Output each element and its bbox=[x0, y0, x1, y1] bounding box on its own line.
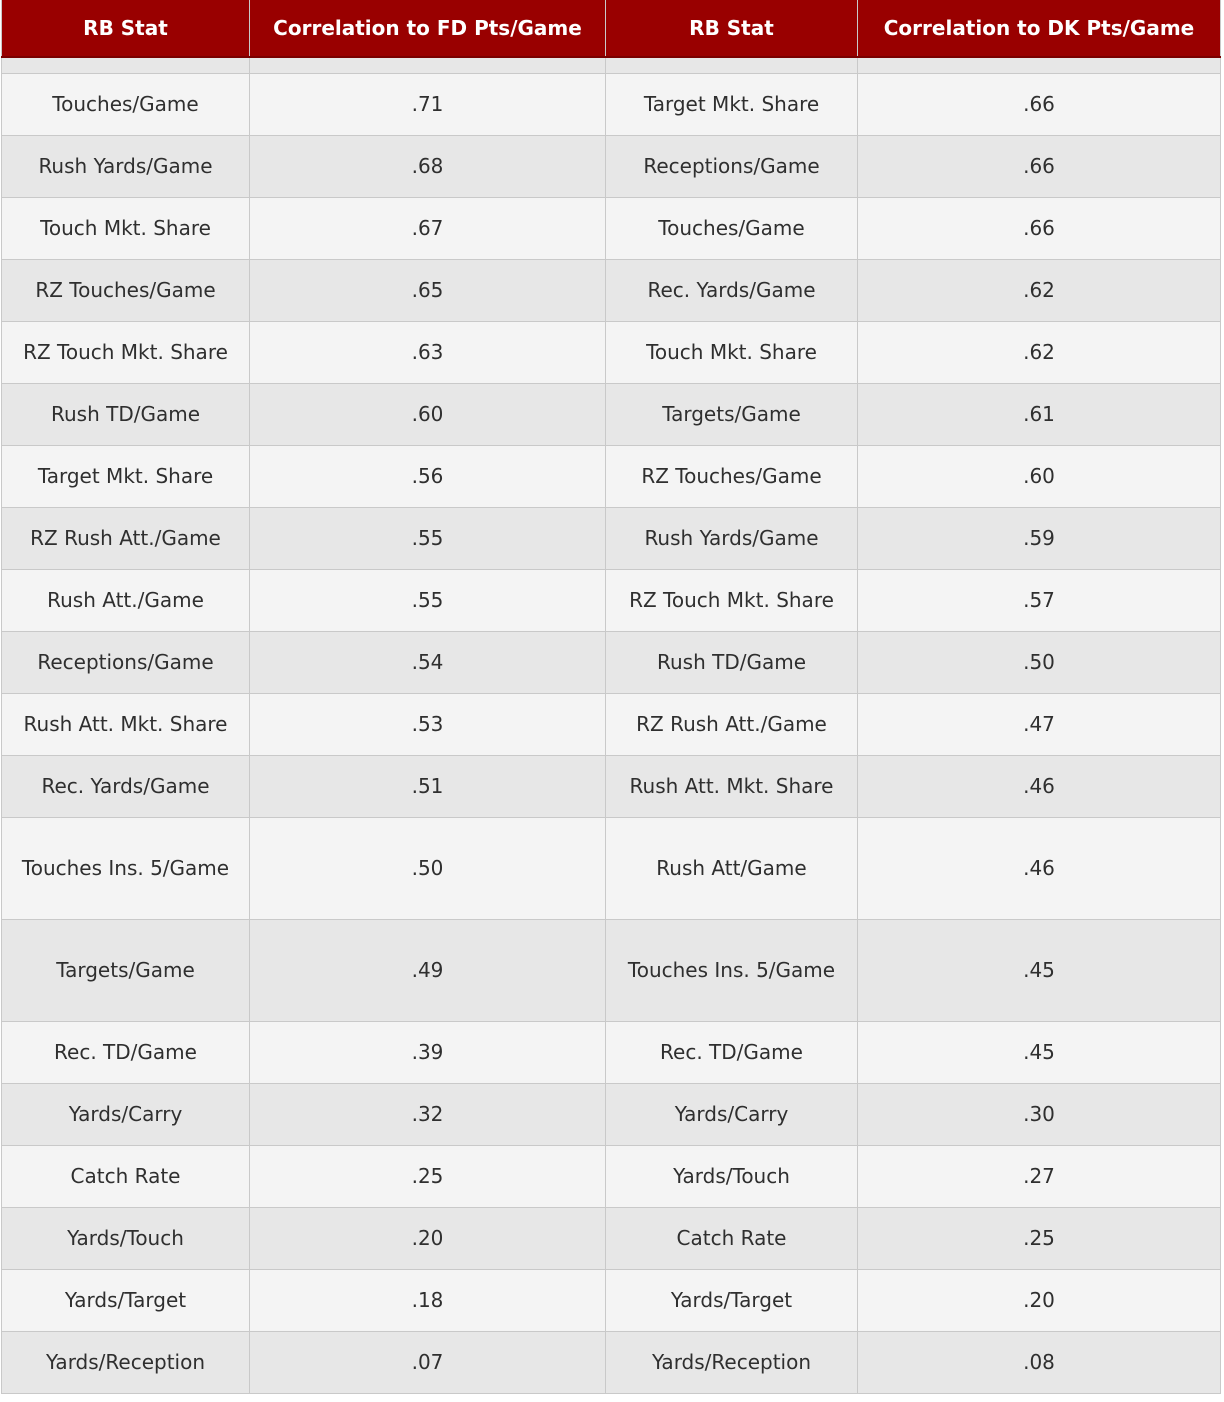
dk-correlation-cell: .20 bbox=[858, 1270, 1221, 1332]
dk-stat-cell: Touches/Game bbox=[606, 198, 858, 260]
fd-correlation-cell: .63 bbox=[250, 322, 606, 384]
fd-correlation-cell: .67 bbox=[250, 198, 606, 260]
fd-stat-cell: RZ Rush Att./Game bbox=[2, 508, 250, 570]
fd-stat-cell: Rec. TD/Game bbox=[2, 1022, 250, 1084]
dk-stat-cell: Rush Att. Mkt. Share bbox=[606, 756, 858, 818]
fd-stat-cell: Rush Yards/Game bbox=[2, 136, 250, 198]
dk-stat-cell: Rush Att/Game bbox=[606, 818, 858, 920]
dk-correlation-cell: .66 bbox=[858, 74, 1221, 136]
dk-correlation-cell: .62 bbox=[858, 322, 1221, 384]
dk-correlation-cell: .30 bbox=[858, 1084, 1221, 1146]
table-row bbox=[2, 322, 1221, 384]
fd-stat-cell: Yards/Carry bbox=[2, 1084, 250, 1146]
table-row bbox=[2, 756, 1221, 818]
table-row bbox=[2, 920, 1221, 1022]
table-row bbox=[2, 570, 1221, 632]
fd-stat-cell: Touch Mkt. Share bbox=[2, 198, 250, 260]
dk-correlation-cell: .46 bbox=[858, 756, 1221, 818]
fd-stat-cell: Target Mkt. Share bbox=[2, 446, 250, 508]
dk-stat-cell: RZ Touches/Game bbox=[606, 446, 858, 508]
table-row bbox=[2, 1022, 1221, 1084]
table-row bbox=[2, 260, 1221, 322]
fd-stat-cell: Yards/Target bbox=[2, 1270, 250, 1332]
fd-stat-cell: RZ Touch Mkt. Share bbox=[2, 322, 250, 384]
table-row bbox=[2, 694, 1221, 756]
fd-correlation-cell: .53 bbox=[250, 694, 606, 756]
table-row bbox=[2, 508, 1221, 570]
dk-stat-cell: Rec. Yards/Game bbox=[606, 260, 858, 322]
fd-stat-cell: Rec. Yards/Game bbox=[2, 756, 250, 818]
header-row bbox=[2, 0, 1221, 57]
header-rb-stat-fd: RB Stat bbox=[2, 0, 250, 57]
table-row bbox=[2, 1208, 1221, 1270]
dk-stat-cell: Yards/Touch bbox=[606, 1146, 858, 1208]
dk-stat-cell: Touch Mkt. Share bbox=[606, 322, 858, 384]
table-row bbox=[2, 74, 1221, 136]
fd-correlation-cell: .65 bbox=[250, 260, 606, 322]
dk-correlation-cell: .62 bbox=[858, 260, 1221, 322]
dk-stat-cell: Rush TD/Game bbox=[606, 632, 858, 694]
table-row bbox=[2, 1270, 1221, 1332]
dk-stat-cell: RZ Touch Mkt. Share bbox=[606, 570, 858, 632]
header-dk-correlation: Correlation to DK Pts/Game bbox=[858, 0, 1221, 57]
table-row bbox=[2, 136, 1221, 198]
dk-correlation-cell: .66 bbox=[858, 198, 1221, 260]
fd-stat-cell: Touches/Game bbox=[2, 74, 250, 136]
dk-stat-cell: Yards/Carry bbox=[606, 1084, 858, 1146]
dk-correlation-cell: .66 bbox=[858, 136, 1221, 198]
fd-correlation-cell: .55 bbox=[250, 570, 606, 632]
dk-stat-cell: Yards/Target bbox=[606, 1270, 858, 1332]
fd-stat-cell: Touches Ins. 5/Game bbox=[2, 818, 250, 920]
fd-stat-cell: Rush Att./Game bbox=[2, 570, 250, 632]
fd-correlation-cell: .25 bbox=[250, 1146, 606, 1208]
table-row bbox=[2, 632, 1221, 694]
table-row bbox=[2, 1332, 1221, 1394]
fd-stat-cell: Yards/Reception bbox=[2, 1332, 250, 1394]
dk-stat-cell: Catch Rate bbox=[606, 1208, 858, 1270]
fd-correlation-cell: .39 bbox=[250, 1022, 606, 1084]
fd-stat-cell: Receptions/Game bbox=[2, 632, 250, 694]
table-row bbox=[2, 818, 1221, 920]
fd-stat-cell: Rush TD/Game bbox=[2, 384, 250, 446]
dk-correlation-cell: .60 bbox=[858, 446, 1221, 508]
table-row bbox=[2, 446, 1221, 508]
fd-stat-cell: RZ Touches/Game bbox=[2, 260, 250, 322]
header-fd-correlation: Correlation to FD Pts/Game bbox=[250, 0, 606, 57]
fd-correlation-cell: .55 bbox=[250, 508, 606, 570]
dk-stat-cell: Targets/Game bbox=[606, 384, 858, 446]
fd-correlation-cell: .51 bbox=[250, 756, 606, 818]
fd-stat-cell: Yards/Touch bbox=[2, 1208, 250, 1270]
table-row bbox=[2, 384, 1221, 446]
dk-correlation-cell: .27 bbox=[858, 1146, 1221, 1208]
fd-correlation-cell: .54 bbox=[250, 632, 606, 694]
fd-correlation-cell: .56 bbox=[250, 446, 606, 508]
fd-stat-cell: Catch Rate bbox=[2, 1146, 250, 1208]
dk-correlation-cell: .46 bbox=[858, 818, 1221, 920]
dk-correlation-cell: .57 bbox=[858, 570, 1221, 632]
table-row bbox=[2, 1146, 1221, 1208]
dk-stat-cell: Rush Yards/Game bbox=[606, 508, 858, 570]
fd-correlation-cell: .07 bbox=[250, 1332, 606, 1394]
table-row bbox=[2, 1084, 1221, 1146]
dk-correlation-cell: .59 bbox=[858, 508, 1221, 570]
fd-correlation-cell: .20 bbox=[250, 1208, 606, 1270]
fd-correlation-cell: .49 bbox=[250, 920, 606, 1022]
dk-correlation-cell: .50 bbox=[858, 632, 1221, 694]
fd-correlation-cell: .60 bbox=[250, 384, 606, 446]
dk-correlation-cell: .45 bbox=[858, 1022, 1221, 1084]
fd-stat-cell: Rush Att. Mkt. Share bbox=[2, 694, 250, 756]
dk-stat-cell: Yards/Reception bbox=[606, 1332, 858, 1394]
table-row bbox=[2, 198, 1221, 260]
fd-correlation-cell: .71 bbox=[250, 74, 606, 136]
dk-stat-cell: Receptions/Game bbox=[606, 136, 858, 198]
dk-stat-cell: Touches Ins. 5/Game bbox=[606, 920, 858, 1022]
fd-correlation-cell: .68 bbox=[250, 136, 606, 198]
fd-stat-cell: Targets/Game bbox=[2, 920, 250, 1022]
fd-correlation-cell: .18 bbox=[250, 1270, 606, 1332]
dk-stat-cell: RZ Rush Att./Game bbox=[606, 694, 858, 756]
header-rb-stat-dk: RB Stat bbox=[606, 0, 858, 57]
dk-correlation-cell: .61 bbox=[858, 384, 1221, 446]
dk-correlation-cell: .47 bbox=[858, 694, 1221, 756]
dk-correlation-cell: .45 bbox=[858, 920, 1221, 1022]
correlation-table bbox=[1, 0, 1221, 1394]
dk-correlation-cell: .25 bbox=[858, 1208, 1221, 1270]
spacer-row bbox=[2, 57, 1221, 74]
dk-stat-cell: Rec. TD/Game bbox=[606, 1022, 858, 1084]
fd-correlation-cell: .50 bbox=[250, 818, 606, 920]
dk-stat-cell: Target Mkt. Share bbox=[606, 74, 858, 136]
table-body bbox=[2, 57, 1221, 1394]
fd-correlation-cell: .32 bbox=[250, 1084, 606, 1146]
dk-correlation-cell: .08 bbox=[858, 1332, 1221, 1394]
